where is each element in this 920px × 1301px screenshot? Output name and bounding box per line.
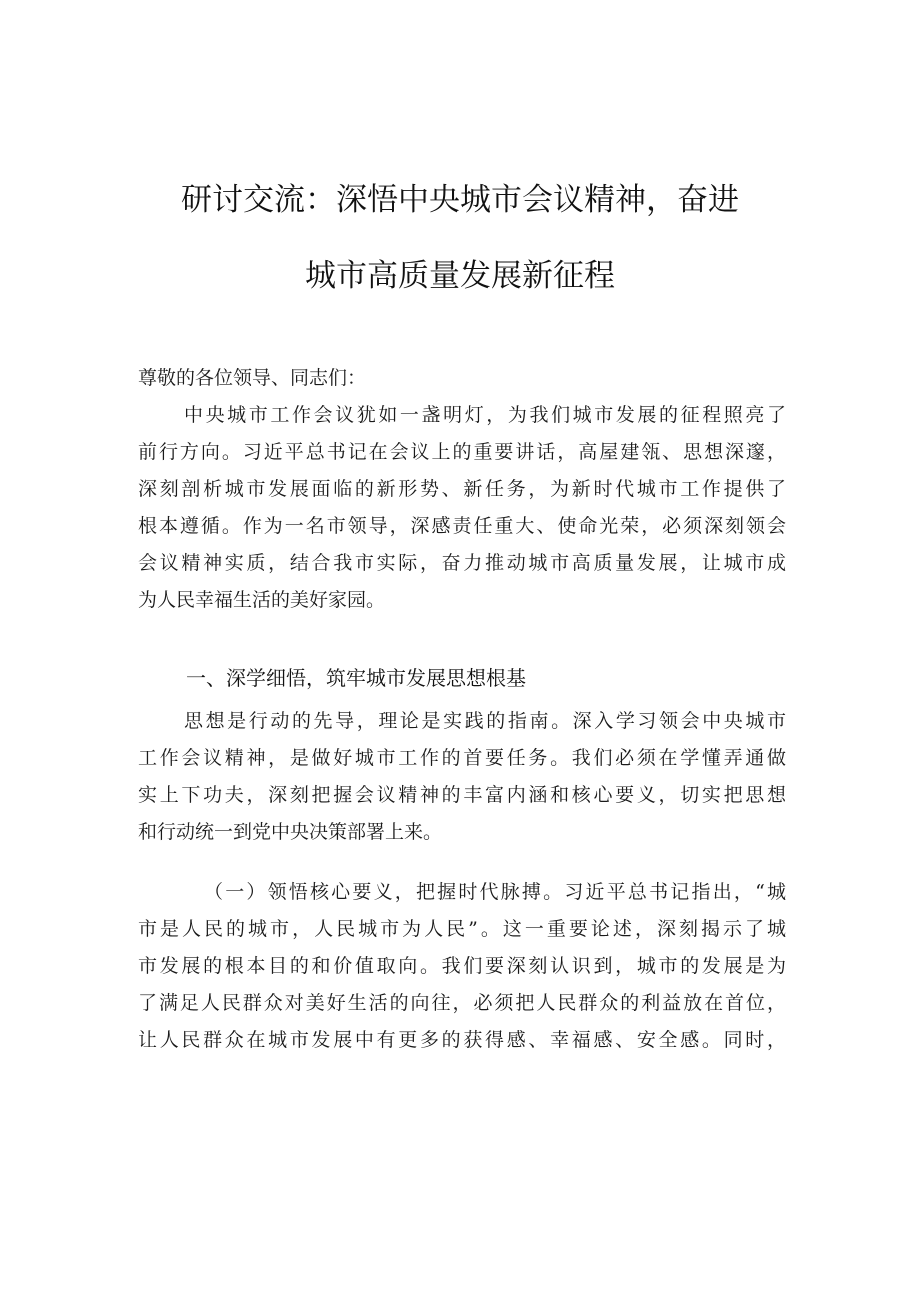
paragraph-section1 [138,703,786,851]
paragraph-line: 会议精神实质，结合我市实际，奋力推动城市高质量发展，让城市成 [138,552,786,574]
paragraph-line: 和行动统一到党中央决策部署上来。 [138,821,443,843]
paragraph-subsection-1 [138,874,786,1059]
paragraph-line: 中央城市工作会议犹如一盏明灯，为我们城市发展的征程照亮了 [184,404,786,426]
salutation-text: 尊敬的各位领导、同志们： [138,367,367,389]
paragraph-line: 让人民群众在城市发展中有更多的获得感、幸福感、安全感。同时， [138,1029,786,1051]
paragraph-line: 根本遵循。作为一名市领导，深感责任重大、使命光荣，必须深刻领会 [138,515,786,537]
paragraph-line: 前行方向。习近平总书记在会议上的重要讲话，高屋建瓴、思想深邃， [138,441,786,463]
paragraph-line: （一）领悟核心要义，把握时代脉搏。习近平总书记指出，“城 [204,881,786,903]
document-title-line-2: 城市高质量发展新征程 [305,258,615,294]
paragraph-line: 了满足人民群众对美好生活的向往，必须把人民群众的利益放在首位， [138,992,786,1014]
paragraph-line: 市是人民的城市，人民城市为人民”。这一重要论述，深刻揭示了城 [138,918,786,940]
paragraph-line: 实上下功夫，深刻把握会议精神的丰富内涵和核心要义，切实把思想 [138,784,786,806]
paragraph-line: 思想是行动的先导，理论是实践的指南。深入学习领会中央城市 [184,710,786,732]
section-heading-1: 一、深学细悟，筑牢城市发展思想根基 [186,666,526,690]
paragraph-line: 工作会议精神，是做好城市工作的首要任务。我们必须在学懂弄通做 [138,747,786,769]
paragraph-line: 市发展的根本目的和价值取向。我们要深刻认识到，城市的发展是为 [138,955,786,977]
document-title-line-1: 研讨交流：深悟中央城市会议精神，奋进 [181,182,739,218]
paragraph-line: 深刻剖析城市发展面临的新形势、新任务，为新时代城市工作提供了 [138,478,786,500]
paragraph-intro [138,397,786,619]
salutation [138,360,786,397]
paragraph-line: 为人民幸福生活的美好家园。 [138,589,386,611]
